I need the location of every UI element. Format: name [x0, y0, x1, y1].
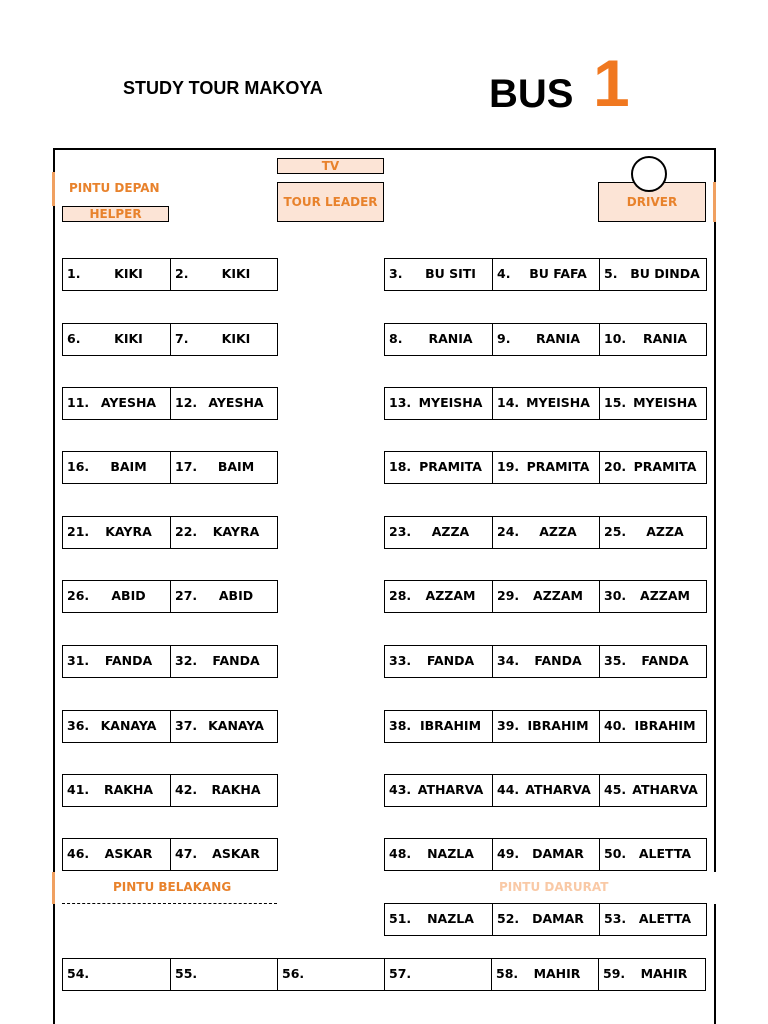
driver-door-marker: [713, 182, 716, 222]
bus-frame-top: [53, 148, 716, 150]
seat-row: [62, 258, 278, 291]
seat: [492, 324, 599, 355]
seat-passenger-name: RANIA: [642, 331, 688, 346]
seat-number: 54.: [67, 966, 90, 981]
seat-row: [62, 958, 706, 991]
seat: [63, 775, 170, 806]
seat-passenger-name: RAKHA: [211, 782, 261, 797]
seat: [385, 904, 492, 935]
seat-passenger-name: MYEISHA: [526, 395, 590, 410]
seat-number: 33.: [389, 653, 412, 668]
seat-passenger-name: ALETTA: [638, 911, 692, 926]
seat-number: 50.: [604, 846, 627, 861]
seat: [385, 388, 492, 419]
seat-number: 35.: [604, 653, 627, 668]
seat-number: 11.: [67, 395, 90, 410]
seat-passenger-name: ATHARVA: [525, 782, 591, 797]
back-door-label: PINTU BELAKANG: [113, 880, 232, 894]
seat-passenger-name: MAHIR: [533, 966, 581, 981]
seat: [492, 904, 599, 935]
seat-number: 51.: [389, 911, 412, 926]
seat-number: 13.: [389, 395, 412, 410]
seat-passenger-name: BU SITI: [425, 266, 476, 281]
seat: [599, 904, 706, 935]
seat-number: 47.: [175, 846, 198, 861]
seat-number: 28.: [389, 588, 412, 603]
seat: [599, 259, 706, 290]
seat-passenger-name: PRAMITA: [633, 459, 697, 474]
seat-row: [384, 580, 707, 613]
seat: [599, 324, 706, 355]
seat-number: 30.: [604, 588, 627, 603]
seat-passenger-name: DAMAR: [532, 911, 584, 926]
seat-row: [62, 645, 278, 678]
seat-number: 43.: [389, 782, 412, 797]
seat-passenger-name: AZZA: [539, 524, 577, 539]
emergency-door-label: PINTU DARURAT: [499, 880, 609, 894]
seat-passenger-name: BU DINDA: [630, 266, 700, 281]
seat-row: [62, 838, 278, 871]
seat-number: 1.: [67, 266, 81, 281]
seat-number: 19.: [497, 459, 520, 474]
seat-number: 17.: [175, 459, 198, 474]
seat-row: [384, 645, 707, 678]
seat-passenger-name: FANDA: [641, 653, 689, 668]
seat-number: 10.: [604, 331, 627, 346]
seat: [385, 711, 492, 742]
seat-number: 21.: [67, 524, 90, 539]
seat-number: 56.: [282, 966, 305, 981]
steering-wheel-icon: [631, 156, 667, 192]
seat-number: 22.: [175, 524, 198, 539]
seat-number: 26.: [67, 588, 90, 603]
seat: [63, 517, 170, 548]
seat-passenger-name: AZZA: [646, 524, 684, 539]
seat-number: 48.: [389, 846, 412, 861]
seat-passenger-name: ATHARVA: [417, 782, 484, 797]
seat-number: 34.: [497, 653, 520, 668]
seat-passenger-name: MAHIR: [640, 966, 688, 981]
tv-box: TV: [277, 158, 384, 174]
seat-row: [62, 710, 278, 743]
seat-passenger-name: IBRAHIM: [634, 718, 696, 733]
seat-passenger-name: KIKI: [114, 266, 143, 281]
seat: [170, 388, 277, 419]
seat: [598, 959, 705, 990]
seat: [599, 452, 706, 483]
seat-row: [384, 774, 707, 807]
seat-row: [62, 774, 278, 807]
seat-passenger-name: MYEISHA: [418, 395, 483, 410]
seat-row: [62, 580, 278, 613]
seat-passenger-name: NAZLA: [427, 911, 474, 926]
seat-number: 32.: [175, 653, 198, 668]
seat-number: 53.: [604, 911, 627, 926]
seat-number: 9.: [497, 331, 511, 346]
seat: [170, 646, 277, 677]
seat-number: 14.: [497, 395, 520, 410]
seat: [63, 959, 170, 990]
seat: [63, 711, 170, 742]
seat-number: 7.: [175, 331, 189, 346]
seat-passenger-name: AZZAM: [425, 588, 476, 603]
seat-number: 23.: [389, 524, 412, 539]
seat-passenger-name: BAIM: [217, 459, 255, 474]
helper-seat: HELPER: [62, 206, 169, 222]
seat-passenger-name: AZZAM: [533, 588, 583, 603]
seat-row: [384, 710, 707, 743]
seat: [385, 259, 492, 290]
seat-number: 42.: [175, 782, 198, 797]
seat: [63, 324, 170, 355]
seat: [63, 452, 170, 483]
seat-passenger-name: NAZLA: [427, 846, 474, 861]
seat-passenger-name: KANAYA: [100, 718, 157, 733]
seat-passenger-name: FANDA: [534, 653, 582, 668]
seat-passenger-name: ASKAR: [212, 846, 260, 861]
seat-passenger-name: ABID: [218, 588, 254, 603]
seat-passenger-name: KIKI: [114, 331, 143, 346]
seat-row: [384, 387, 707, 420]
seat-row: [384, 258, 707, 291]
seat: [491, 959, 598, 990]
seat: [385, 775, 492, 806]
seat-passenger-name: FANDA: [104, 653, 153, 668]
seat-number: 36.: [67, 718, 90, 733]
seat-number: 6.: [67, 331, 81, 346]
seat: [492, 259, 599, 290]
seat: [492, 839, 599, 870]
seat: [492, 452, 599, 483]
seat: [492, 388, 599, 419]
seat-passenger-name: ABID: [111, 588, 146, 603]
seat-row: [384, 838, 707, 871]
seat: [492, 775, 599, 806]
seat-passenger-name: AZZA: [431, 524, 470, 539]
seat-number: 3.: [389, 266, 403, 281]
seat-number: 55.: [175, 966, 198, 981]
seat-passenger-name: RAKHA: [103, 782, 154, 797]
seat-number: 8.: [389, 331, 403, 346]
seat-number: 25.: [604, 524, 627, 539]
seat: [385, 839, 492, 870]
seat-passenger-name: BAIM: [110, 459, 147, 474]
seat: [599, 517, 706, 548]
seat-number: 5.: [604, 266, 618, 281]
seat-number: 31.: [67, 653, 90, 668]
driver-seat: DRIVER: [598, 182, 706, 222]
back-door-marker: [52, 872, 55, 904]
seat: [599, 388, 706, 419]
seat-number: 39.: [497, 718, 520, 733]
seat-number: 40.: [604, 718, 627, 733]
seat: [385, 517, 492, 548]
seat-passenger-name: PRAMITA: [526, 459, 590, 474]
seat: [170, 324, 277, 355]
emergency-door-gap: [714, 872, 716, 904]
seat: [170, 581, 277, 612]
seat: [385, 452, 492, 483]
back-door-line: [62, 903, 277, 904]
seat-passenger-name: KIKI: [221, 331, 251, 346]
front-door-label: PINTU DEPAN: [69, 181, 160, 195]
seat: [385, 324, 492, 355]
seat: [492, 517, 599, 548]
seat: [384, 959, 491, 990]
seat-passenger-name: IBRAHIM: [527, 718, 589, 733]
seat-passenger-name: AYESHA: [208, 395, 264, 410]
seat-number: 59.: [603, 966, 626, 981]
seat-number: 46.: [67, 846, 90, 861]
seat: [492, 581, 599, 612]
seat-passenger-name: RANIA: [535, 331, 581, 346]
seat-row: [384, 516, 707, 549]
seat: [277, 959, 384, 990]
seat: [170, 839, 277, 870]
seat-passenger-name: KAYRA: [212, 524, 260, 539]
seat: [170, 259, 277, 290]
seat-row: [384, 323, 707, 356]
seat-number: 45.: [604, 782, 627, 797]
seat: [170, 959, 277, 990]
seat-passenger-name: KIKI: [221, 266, 251, 281]
seat-number: 37.: [175, 718, 198, 733]
seat: [385, 646, 492, 677]
seat-number: 57.: [389, 966, 412, 981]
seat: [63, 581, 170, 612]
seat: [492, 711, 599, 742]
seat: [599, 711, 706, 742]
seat: [599, 581, 706, 612]
seat-passenger-name: AZZAM: [640, 588, 690, 603]
seat-number: 49.: [497, 846, 520, 861]
seat-number: 24.: [497, 524, 520, 539]
seat-number: 16.: [67, 459, 90, 474]
seat-passenger-name: BU FAFA: [529, 266, 587, 281]
seat-row: [62, 516, 278, 549]
seat: [63, 646, 170, 677]
seat: [599, 839, 706, 870]
bus-label: BUS: [489, 72, 574, 116]
tour-leader-seat: TOUR LEADER: [277, 182, 384, 222]
seat-passenger-name: IBRAHIM: [419, 718, 482, 733]
seat: [170, 452, 277, 483]
seat-row: [384, 903, 707, 936]
bus-number: 1: [593, 46, 630, 120]
seat-row: [62, 387, 278, 420]
seat-passenger-name: FANDA: [212, 653, 260, 668]
seat: [63, 259, 170, 290]
seat-passenger-name: ASKAR: [104, 846, 153, 861]
seat: [170, 517, 277, 548]
page-title: STUDY TOUR MAKOYA: [123, 78, 323, 98]
seat-passenger-name: ATHARVA: [632, 782, 698, 797]
seat-passenger-name: FANDA: [426, 653, 475, 668]
seat-number: 2.: [175, 266, 189, 281]
seat-number: 20.: [604, 459, 627, 474]
seat-passenger-name: ALETTA: [638, 846, 692, 861]
seat-passenger-name: KANAYA: [208, 718, 264, 733]
seat-row: [384, 451, 707, 484]
seat-number: 41.: [67, 782, 90, 797]
seat-passenger-name: KAYRA: [105, 524, 152, 539]
seat-passenger-name: MYEISHA: [633, 395, 697, 410]
seat: [599, 646, 706, 677]
seat: [63, 388, 170, 419]
seat-passenger-name: AYESHA: [100, 395, 157, 410]
seat-number: 12.: [175, 395, 198, 410]
seat-number: 27.: [175, 588, 198, 603]
seat: [170, 775, 277, 806]
front-door-marker: [52, 172, 55, 206]
seat: [385, 581, 492, 612]
seat-passenger-name: PRAMITA: [419, 459, 482, 474]
seat-number: 52.: [497, 911, 520, 926]
seat-number: 15.: [604, 395, 627, 410]
seat-row: [62, 323, 278, 356]
seat: [492, 646, 599, 677]
seat-number: 18.: [389, 459, 412, 474]
seat-passenger-name: RANIA: [428, 331, 473, 346]
seat-number: 58.: [496, 966, 519, 981]
seat: [170, 711, 277, 742]
seat: [599, 775, 706, 806]
seat-row: [62, 451, 278, 484]
seat-number: 29.: [497, 588, 520, 603]
seat-number: 38.: [389, 718, 412, 733]
seat-passenger-name: DAMAR: [532, 846, 584, 861]
seat: [63, 839, 170, 870]
seat-number: 44.: [497, 782, 520, 797]
seat-number: 4.: [497, 266, 511, 281]
